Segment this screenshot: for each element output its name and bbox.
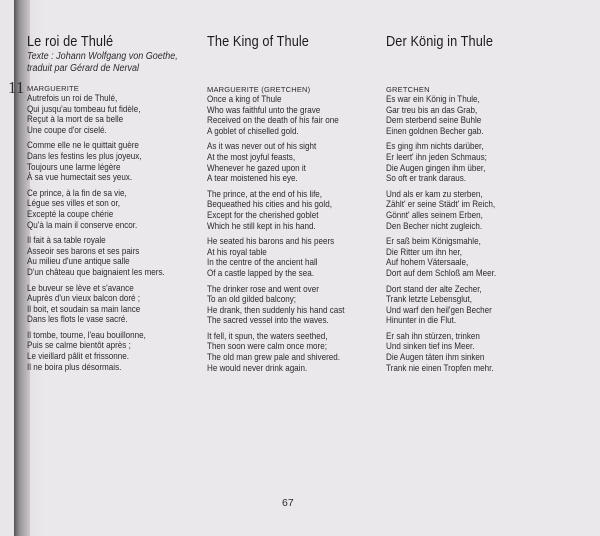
verse-line: Received on the death of his fair one — [207, 115, 339, 126]
stanza — [386, 141, 566, 183]
verse-line: Which he still kept in his hand. — [207, 220, 316, 231]
verse-line: A goblet of chiselled gold. — [207, 125, 299, 136]
verse-line: Comme elle ne le quittait guère — [27, 140, 139, 151]
verse-line: Es war ein König in Thule, — [386, 94, 480, 104]
stanza — [207, 331, 382, 373]
credit-line-author: Texte : Johann Wolfgang von Goethe, — [27, 51, 178, 62]
english-stanzas — [207, 94, 382, 373]
verse-line: Hinunter in die Flut. — [386, 315, 457, 326]
german-title: Der König in Thule — [386, 34, 494, 50]
french-speaker: MARGUERITE — [27, 84, 80, 93]
verse-line: Dans les festins les plus joyeux, — [27, 150, 142, 161]
verse-line: Und sinken tief ins Meer. — [386, 341, 475, 352]
stanza — [27, 235, 197, 277]
stanza — [386, 284, 566, 326]
verse-line: In the centre of the ancient hall — [207, 257, 318, 268]
verse-line: Reçut à la mort de sa belle — [27, 114, 124, 125]
verse-line: Auf hohem Vätersaale, — [386, 257, 469, 268]
stanza — [27, 330, 197, 372]
verse-line: À sa vue humectait ses yeux. — [27, 172, 133, 183]
verse-line: Den Becher nicht zugleich. — [386, 220, 483, 231]
verse-line: He would never drink again. — [207, 362, 308, 373]
verse-line: Und als er kam zu sterben, — [386, 188, 483, 199]
stanza — [207, 141, 382, 183]
verse-line: Es ging ihm nichts darüber, — [386, 141, 484, 152]
verse-line: Il boit, et soudain sa main lance — [27, 303, 141, 314]
verse-line: Die Ritter um ihn her, — [386, 246, 462, 257]
verse-line: Of a castle lapped by the sea. — [207, 267, 314, 278]
verse-line: Le buveur se lève et s'avance — [27, 282, 134, 293]
verse-line: At the most joyful feasts, — [207, 151, 296, 162]
verse-line: Légue ses villes et son or, — [27, 198, 121, 209]
verse-line: D'un château que baignaient les mers. — [27, 266, 165, 277]
verse-line: Trank nie einen Tropfen mehr. — [386, 362, 494, 373]
verse-line: Auprès d'un vieux balcon doré ; — [27, 293, 141, 304]
verse-line: Toujours une larme légère — [27, 161, 121, 172]
verse-line: Qu'à la main il conserve encor. — [27, 219, 138, 230]
verse-line: Qui jusqu'au tombeau fut fidèle, — [27, 103, 141, 114]
verse-line: Once a king of Thule — [207, 94, 282, 104]
stanza — [27, 283, 197, 325]
french-credits — [27, 51, 180, 75]
verse-line: Who was faithful unto the grave — [207, 104, 321, 115]
stanza — [27, 93, 197, 135]
german-stanzas — [386, 94, 566, 373]
verse-line: It fell, it spun, the waters seethed, — [207, 330, 328, 341]
verse-line: Whenever he gazed upon it — [207, 162, 306, 173]
german-speaker: GRETCHEN — [386, 85, 430, 94]
verse-line: He seated his barons and his peers — [207, 236, 335, 247]
verse-line: Einen goldnen Becher gab. — [386, 125, 484, 136]
stanza — [207, 189, 382, 231]
verse-line: Dans les flots le vase sacré. — [27, 314, 128, 325]
verse-line: Asseoir ses barons et ses pairs — [27, 245, 140, 256]
page-number: 67 — [282, 497, 294, 509]
verse-line: So oft er trank daraus. — [386, 173, 466, 184]
verse-line: Le vieillard pâlit et frissonne. — [27, 351, 130, 362]
verse-line: Au milieu d'une antique salle — [27, 256, 130, 267]
verse-line: Trank letzte Lebensglut, — [386, 294, 472, 305]
verse-line: At his royal table — [207, 246, 267, 257]
verse-line: Und warf den heil'gen Becher — [386, 304, 492, 315]
stanza — [386, 331, 566, 373]
track-number: 11 — [8, 78, 25, 97]
stanza — [386, 94, 566, 136]
english-title: The King of Thule — [207, 34, 309, 50]
verse-line: Die Augen täten ihm sinken — [386, 352, 485, 363]
verse-line: Er sah ihn stürzen, trinken — [386, 330, 480, 341]
stanza — [27, 188, 197, 230]
verse-line: Gar treu bis an das Grab, — [386, 104, 478, 115]
verse-line: The prince, at the end of his life, — [207, 188, 323, 199]
verse-line: Ce prince, à la fin de sa vie, — [27, 187, 127, 198]
verse-line: Excepté la coupe chérie — [27, 208, 114, 219]
verse-line: Die Augen gingen ihm über, — [386, 162, 486, 173]
german-column — [386, 34, 566, 378]
verse-line: Zählt' er seine Städt' im Reich, — [386, 199, 496, 210]
verse-line: Autrefois un roi de Thulé, — [27, 93, 118, 103]
french-title: Le roi de Thulé — [27, 34, 114, 50]
verse-line: To an old gilded balcony; — [207, 294, 297, 305]
verse-line: Dort auf dem Schloß am Meer. — [386, 267, 497, 278]
verse-line: Except for the cherished goblet — [207, 209, 319, 220]
english-column — [207, 34, 382, 378]
verse-line: Er leert' ihn jeden Schmaus; — [386, 151, 487, 162]
verse-line: He drank, then suddenly his hand cast — [207, 304, 345, 315]
stanza — [27, 140, 197, 182]
verse-line: Dem sterbend seine Buhle — [386, 115, 482, 126]
verse-line: The sacred vessel into the waves. — [207, 315, 329, 326]
french-stanzas — [27, 93, 197, 372]
verse-line: Er saß beim Königsmahle, — [386, 236, 481, 247]
stanza — [207, 284, 382, 326]
french-column — [27, 34, 197, 377]
verse-line: As it was never out of his sight — [207, 141, 317, 152]
credit-line-translator: traduit par Gérard de Nerval — [27, 63, 140, 74]
verse-line: Gönnt' alles seinem Erben, — [386, 209, 483, 220]
verse-line: The drinker rose and went over — [207, 283, 319, 294]
stanza — [207, 94, 382, 136]
verse-line: Il fait à sa table royale — [27, 235, 106, 246]
verse-line: Il ne boira plus désormais. — [27, 361, 122, 372]
verse-line: The old man grew pale and shivered. — [207, 352, 341, 363]
verse-line: Then soon were calm once more; — [207, 341, 327, 352]
verse-line: Une coupe d'or ciselé. — [27, 124, 107, 135]
english-speaker: MARGUERITE (GRETCHEN) — [207, 85, 311, 94]
verse-line: Il tombe, tourne, l'eau bouillonne, — [27, 329, 146, 340]
stanza — [386, 236, 566, 278]
verse-line: Bequeathed his cities and his gold, — [207, 199, 332, 210]
verse-line: A tear moistened his eye. — [207, 173, 298, 184]
verse-line: Dort stand der alte Zecher, — [386, 283, 482, 294]
stanza — [386, 189, 566, 231]
stanza — [207, 236, 382, 278]
verse-line: Puis se calme bientôt après ; — [27, 340, 131, 351]
